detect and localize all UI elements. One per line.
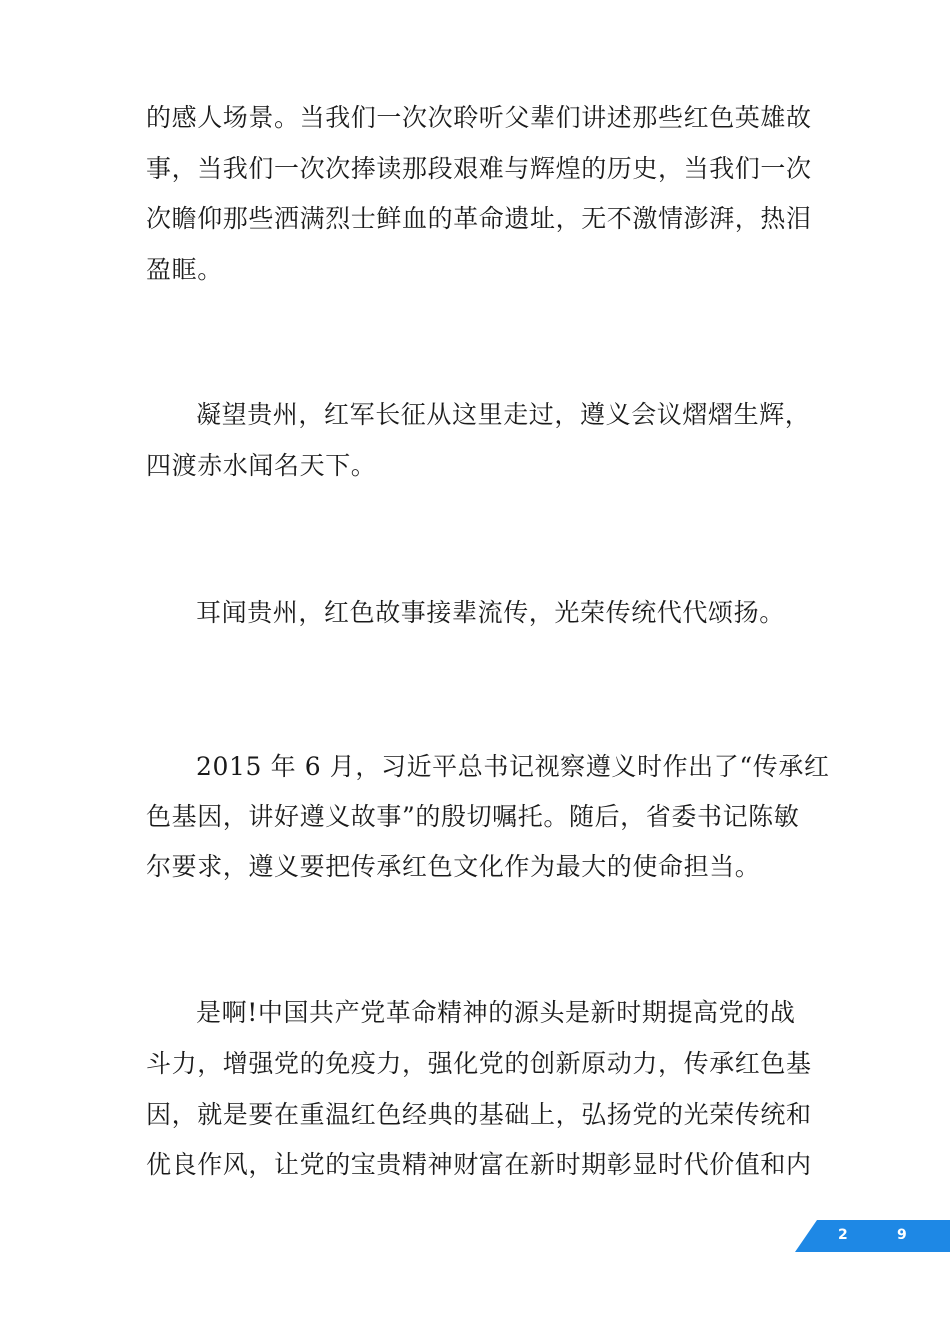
current-page-number: 2: [838, 1227, 848, 1243]
paragraph-4-line-1: 2015 年 6 月，习近平总书记视察遵义时作出了“传承红: [196, 752, 830, 781]
paragraph-5-line-3: 因，就是要在重温红色经典的基础上，弘扬党的光荣传统和: [146, 1100, 812, 1129]
paragraph-2-line-1: 凝望贵州，红军长征从这里走过，遵义会议熠熠生辉，: [196, 400, 811, 429]
paragraph-4-line-2: 色基因，讲好遵义故事”的殷切嘱托。随后，省委书记陈敏: [146, 802, 800, 831]
paragraph-1-line-3: 次瞻仰那些洒满烈士鲜血的革命遗址，无不激情澎湃，热泪: [146, 204, 812, 233]
paragraph-3-line-1: 耳闻贵州，红色故事接辈流传，光荣传统代代颂扬。: [196, 598, 785, 627]
paragraph-1-line-1: 的感人场景。当我们一次次聆听父辈们讲述那些红色英雄故: [146, 103, 812, 132]
page-number-band: [795, 1220, 950, 1252]
total-page-number: 9: [897, 1227, 907, 1243]
paragraph-4-line-3: 尔要求，遵义要把传承红色文化作为最大的使命担当。: [146, 852, 761, 881]
paragraph-1-line-2: 事，当我们一次次捧读那段艰难与辉煌的历史，当我们一次: [146, 154, 812, 183]
paragraph-5-line-1: 是啊!中国共产党革命精神的源头是新时期提高党的战: [196, 998, 796, 1027]
page-band-shape: [795, 1220, 950, 1252]
paragraph-5-line-4: 优良作风，让党的宝贵精神财富在新时期彰显时代价值和内: [146, 1150, 812, 1179]
paragraph-2-line-2: 四渡赤水闻名天下。: [146, 451, 377, 480]
paragraph-5-line-2: 斗力，增强党的免疫力，强化党的创新原动力，传承红色基: [146, 1049, 812, 1078]
paragraph-1-line-4: 盈眶。: [146, 255, 223, 284]
